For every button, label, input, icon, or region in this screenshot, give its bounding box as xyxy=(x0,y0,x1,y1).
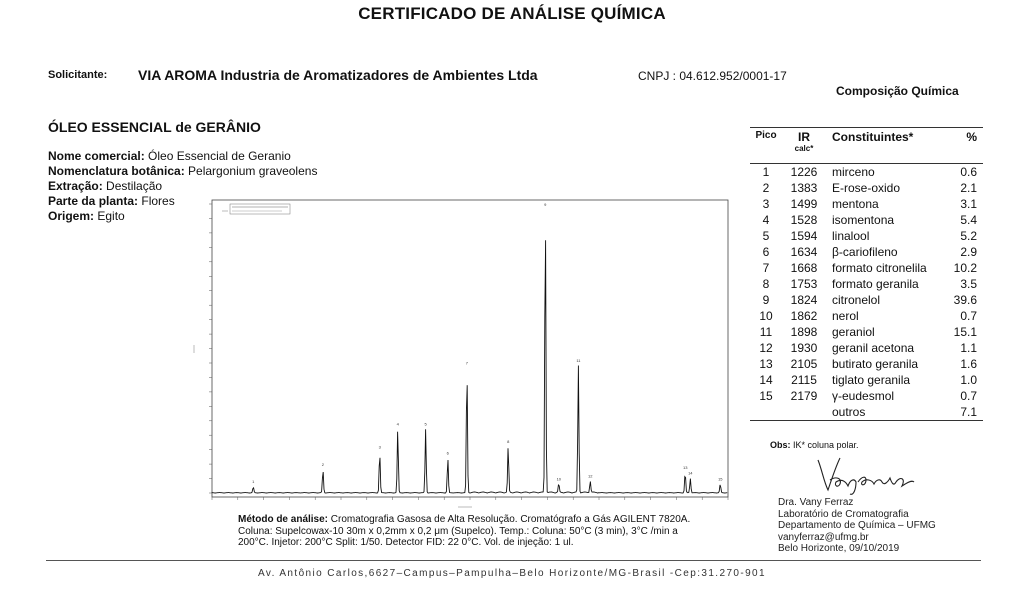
peak-label: 15 xyxy=(718,476,723,482)
peak-label: 5 xyxy=(424,421,427,427)
peak-label: 9 xyxy=(544,201,547,207)
row-ir: 1499 xyxy=(790,197,818,211)
row-pico: 3 xyxy=(762,197,770,211)
row-name: isomentona xyxy=(832,213,895,227)
composition-row xyxy=(750,388,983,404)
row-pico: 12 xyxy=(759,341,773,355)
method-line1: Cromatografia Gasosa de Alta Resolução. Cromatógrafo a Gás AGILENT 7820A. xyxy=(328,514,691,525)
row-name: geraniol xyxy=(832,325,875,339)
row-pct: 0.7 xyxy=(960,309,977,323)
extracao-label: Extração: xyxy=(48,179,103,193)
origem-value: Egito xyxy=(94,209,125,223)
row-pct: 5.4 xyxy=(960,213,977,227)
row-pico: 8 xyxy=(762,277,770,291)
row-name: formato geranila xyxy=(832,277,919,291)
row-pico: 15 xyxy=(759,389,773,403)
signature-lab: Laboratório de Cromatografia xyxy=(778,508,909,520)
row-ir: 1383 xyxy=(790,181,818,195)
row-pct: 2.1 xyxy=(960,181,977,195)
row-ir: 1753 xyxy=(790,277,818,291)
row-ir: 1528 xyxy=(790,213,818,227)
origem xyxy=(48,209,125,223)
peak-label: 11 xyxy=(576,357,581,363)
row-name: linalool xyxy=(832,229,870,243)
row-pct: 0.6 xyxy=(960,165,977,179)
composition-row xyxy=(750,228,983,244)
method-label: Método de análise: xyxy=(238,514,329,525)
row-pico: 2 xyxy=(762,181,770,195)
row-name: outros xyxy=(826,404,946,421)
extracao-value: Destilação xyxy=(102,179,163,193)
origem-label: Origem: xyxy=(48,209,95,223)
nomenclatura-label: Nomenclatura botânica: xyxy=(48,164,185,178)
row-pico: 13 xyxy=(759,357,773,371)
row-pico xyxy=(750,404,782,421)
row-name: mentona xyxy=(832,197,879,211)
obs-label: Obs: xyxy=(770,440,791,450)
row-ir xyxy=(782,404,826,421)
peak-label: 13 xyxy=(682,464,688,470)
composition-title: Composição Química xyxy=(836,84,959,98)
peak-label: 12 xyxy=(587,473,593,479)
row-name: γ-eudesmol xyxy=(832,389,895,403)
product-title: ÓLEO ESSENCIAL de GERÂNIO xyxy=(48,119,261,135)
chromatogram-trace xyxy=(212,240,727,493)
row-pico: 5 xyxy=(762,229,770,243)
composition-header-row xyxy=(750,128,983,164)
row-name: geranil acetona xyxy=(832,341,915,355)
row-pico: 7 xyxy=(762,261,770,275)
row-name: formato citronelila xyxy=(832,261,927,275)
peak-label: 2 xyxy=(321,461,325,467)
row-pico: 6 xyxy=(762,245,770,259)
composition-row xyxy=(750,260,983,276)
row-name: E-rose-oxido xyxy=(832,181,901,195)
row-ir: 2105 xyxy=(790,357,818,371)
row-name: butirato geranila xyxy=(832,357,919,371)
nome-value: Óleo Essencial de Geranio xyxy=(144,149,291,163)
row-pct: 2.9 xyxy=(960,245,977,259)
peak-label: 6 xyxy=(446,450,449,456)
row-pct: 3.1 xyxy=(960,197,977,211)
chromatogram-y-ticks xyxy=(209,204,212,493)
row-pct: 1.0 xyxy=(960,373,977,387)
composition-row xyxy=(750,356,983,372)
signature-dept: Departamento de Química – UFMG xyxy=(778,520,936,531)
nomenclatura-value: Pelargonium graveolens xyxy=(184,164,318,178)
chromatogram-legend xyxy=(230,204,290,214)
header-ir-label: IR xyxy=(798,130,810,144)
row-pct: 0.7 xyxy=(960,389,977,403)
row-pct: 39.6 xyxy=(953,293,977,307)
composition-row xyxy=(750,196,983,212)
peak-label: 14 xyxy=(688,470,693,476)
row-name: β-cariofileno xyxy=(832,245,898,259)
composition-row xyxy=(750,372,983,388)
parte-label: Parte da planta: xyxy=(48,194,139,208)
row-name: mirceno xyxy=(832,165,875,179)
cnpj: CNPJ : 04.612.952/0001-17 xyxy=(638,69,787,83)
peak-label: 8 xyxy=(507,438,510,444)
row-ir: 1594 xyxy=(790,229,818,243)
row-pct: 1.6 xyxy=(960,357,977,371)
header-constituintes: Constituintes* xyxy=(826,128,946,164)
method-line3: 200°C. Injetor: 200°C Split: 1/50. Detector FID: 22 0°C. Vol. de injeção: 1 ul. xyxy=(238,537,574,548)
signature-block xyxy=(778,497,936,555)
method-block xyxy=(238,514,690,549)
row-pico: 14 xyxy=(759,373,773,387)
parte-value: Flores xyxy=(138,194,175,208)
header-pico: Pico xyxy=(750,128,782,164)
row-pct: 1.1 xyxy=(960,341,977,355)
composition-row xyxy=(750,244,983,260)
signature-email: vanyferraz@ufmg.br xyxy=(778,531,869,543)
row-pico: 4 xyxy=(762,213,770,227)
row-ir: 1930 xyxy=(790,341,818,355)
method-line2: Coluna: Supelcowax-10 30m x 0,2mm x 0,2 μm (Supelco). Temp.: Coluna: 50°C (3 min), 3°C /min a xyxy=(238,525,678,537)
composition-row xyxy=(750,164,983,181)
chromatogram-frame xyxy=(212,200,728,497)
nomenclatura-botanica xyxy=(48,164,317,178)
row-name: citronelol xyxy=(832,293,881,307)
peak-label: 7 xyxy=(465,360,469,366)
composition-table xyxy=(750,127,983,421)
row-ir: 1634 xyxy=(790,245,818,259)
footer-address: Av. Antônio Carlos,6627–Campus–Pampulha–Belo Horizonte/MG-Brasil -Cep:31.270-901 xyxy=(258,568,766,579)
composition-row xyxy=(750,292,983,308)
solicitante-value: VIA AROMA Industria de Aromatizadores de Ambientes Ltda xyxy=(138,67,538,83)
header-ir xyxy=(782,128,826,164)
obs-value: IK* coluna polar. xyxy=(790,440,859,450)
extracao xyxy=(48,179,162,193)
chromatogram-peak-labels xyxy=(252,202,723,484)
composition-row xyxy=(750,212,983,228)
solicitante-label: Solicitante: xyxy=(48,69,108,81)
row-ir: 1226 xyxy=(790,165,818,179)
row-pico: 9 xyxy=(762,293,770,307)
row-ir: 2115 xyxy=(791,373,817,387)
footer-divider xyxy=(46,560,981,561)
composition-row xyxy=(750,276,983,292)
page-title: CERTIFICADO DE ANÁLISE QUÍMICA xyxy=(358,4,666,23)
signature-place-date: Belo Horizonte, 09/10/2019 xyxy=(778,543,900,554)
header-ir-sub: calc* xyxy=(794,144,814,153)
row-ir: 1862 xyxy=(790,309,818,323)
chromatogram-x-ticks xyxy=(212,497,728,500)
composition-row xyxy=(750,340,983,356)
row-pico: 11 xyxy=(759,325,773,339)
row-pct: 10.2 xyxy=(953,261,977,275)
peak-label: 3 xyxy=(378,444,381,450)
row-name: nerol xyxy=(832,309,859,323)
row-pct: 15.1 xyxy=(953,325,977,339)
chromatogram xyxy=(190,195,740,513)
composition-row xyxy=(750,404,983,421)
row-pico: 10 xyxy=(759,309,773,323)
row-ir: 2179 xyxy=(790,389,818,403)
row-pct: 7.1 xyxy=(946,404,983,421)
peak-label: 4 xyxy=(396,421,399,427)
obs-note xyxy=(770,440,859,450)
composition-row xyxy=(750,324,983,340)
parte-planta xyxy=(48,194,175,208)
row-ir: 1824 xyxy=(790,293,818,307)
nome-label: Nome comercial: xyxy=(48,149,145,163)
row-ir: 1668 xyxy=(790,261,818,275)
nome-comercial xyxy=(48,149,291,163)
header-pct: % xyxy=(946,128,983,164)
row-name: tiglato geranila xyxy=(832,373,911,387)
composition-row xyxy=(750,180,983,196)
row-pct: 3.5 xyxy=(960,277,977,291)
composition-row xyxy=(750,308,983,324)
peak-label: 10 xyxy=(556,476,562,482)
peak-label: 1 xyxy=(252,479,255,485)
signature-name: Dra. Vany Ferraz xyxy=(778,497,854,508)
row-pct: 5.2 xyxy=(960,229,977,243)
row-ir: 1898 xyxy=(790,325,818,339)
row-pico: 1 xyxy=(762,165,770,179)
composition-body xyxy=(750,164,983,421)
handwritten-signature xyxy=(810,452,920,497)
